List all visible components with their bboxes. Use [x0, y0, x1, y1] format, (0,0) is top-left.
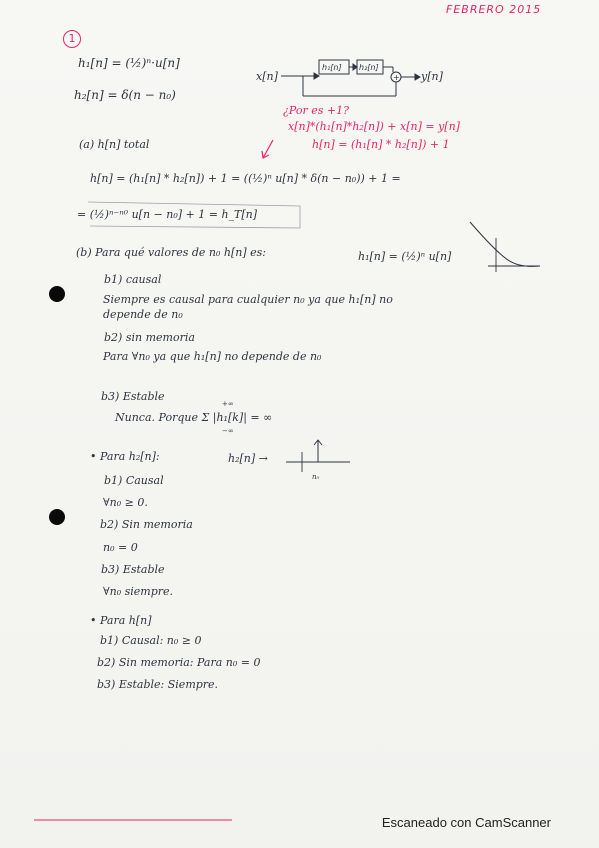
h2-graph-tick: n₀ — [312, 473, 320, 481]
sum-top: +∞ — [222, 400, 234, 408]
h2-b1-label: b1) Causal — [104, 474, 164, 487]
part-a-label: (a) h[n] total — [79, 138, 150, 151]
h2-b1-text: ∀n₀ ≥ 0. — [103, 496, 148, 509]
part-a-line2: = (½)ⁿ⁻ⁿ⁰ u[n − n₀] + 1 = h_T[n] — [77, 208, 258, 221]
h2-b3-text: ∀n₀ siempre. — [103, 585, 174, 598]
h1-graph-label: h₁[n] = (½)ⁿ u[n] — [358, 250, 452, 263]
h2-section-label: • Para h₂[n]: — [90, 450, 160, 463]
h-b3-text: b3) Estable: Siempre. — [97, 678, 219, 691]
note-question: ¿Por es +1? — [283, 104, 349, 117]
def-h1: h₁[n] = (½)ⁿ·u[n] — [78, 56, 180, 70]
b1-label: b1) causal — [104, 273, 162, 286]
diagram-output: y[n] — [421, 70, 443, 83]
h2-b2-text: n₀ = 0 — [103, 541, 138, 554]
b2-label: b2) sin memoria — [104, 331, 195, 344]
b2-text: Para ∀n₀ ya que h₁[n] no depende de n₀ — [103, 350, 322, 363]
part-b-label: (b) Para qué valores de n₀ h[n] es: — [76, 246, 267, 259]
diagram-input: x[n] — [256, 70, 278, 83]
h-section-label: • Para h[n] — [90, 614, 152, 627]
note-eq1: x[n]*(h₁[n]*h₂[n]) + x[n] = y[n] — [288, 120, 460, 133]
note-eq2: h[n] = (h₁[n] * h₂[n]) + 1 — [312, 138, 450, 151]
adder-label: + — [393, 73, 400, 82]
h-b1-text: b1) Causal: n₀ ≥ 0 — [100, 634, 202, 647]
block1-label: h₁[n] — [322, 63, 342, 72]
block2-label: h₂[n] — [359, 63, 379, 72]
part-a-line1: h[n] = (h₁[n] * h₂[n]) + 1 = ((½)ⁿ u[n] * δ(n − n₀)) + 1 = — [90, 172, 401, 185]
h2-b2-label: b2) Sin memoria — [100, 518, 193, 531]
sum-bottom: −∞ — [222, 427, 234, 435]
b3-label: b3) Estable — [101, 390, 165, 403]
h2-b3-label: b3) Estable — [101, 563, 165, 576]
b1-text2: depende de n₀ — [103, 308, 183, 321]
b3-text: Nunca. Porque Σ |h₁[k]| = ∞ — [115, 411, 273, 424]
problem-number: 1 — [63, 30, 81, 48]
date-stamp: FEBRERO 2015 — [446, 3, 542, 16]
h-b2-text: b2) Sin memoria: Para n₀ = 0 — [97, 656, 261, 669]
def-h2: h₂[n] = δ(n − n₀) — [74, 88, 176, 102]
h2-graph-label: h₂[n] → — [228, 452, 268, 465]
scanner-watermark: Escaneado con CamScanner — [381, 815, 551, 830]
b1-text: Siempre es causal para cualquier n₀ ya que h₁[n] no — [103, 293, 393, 306]
